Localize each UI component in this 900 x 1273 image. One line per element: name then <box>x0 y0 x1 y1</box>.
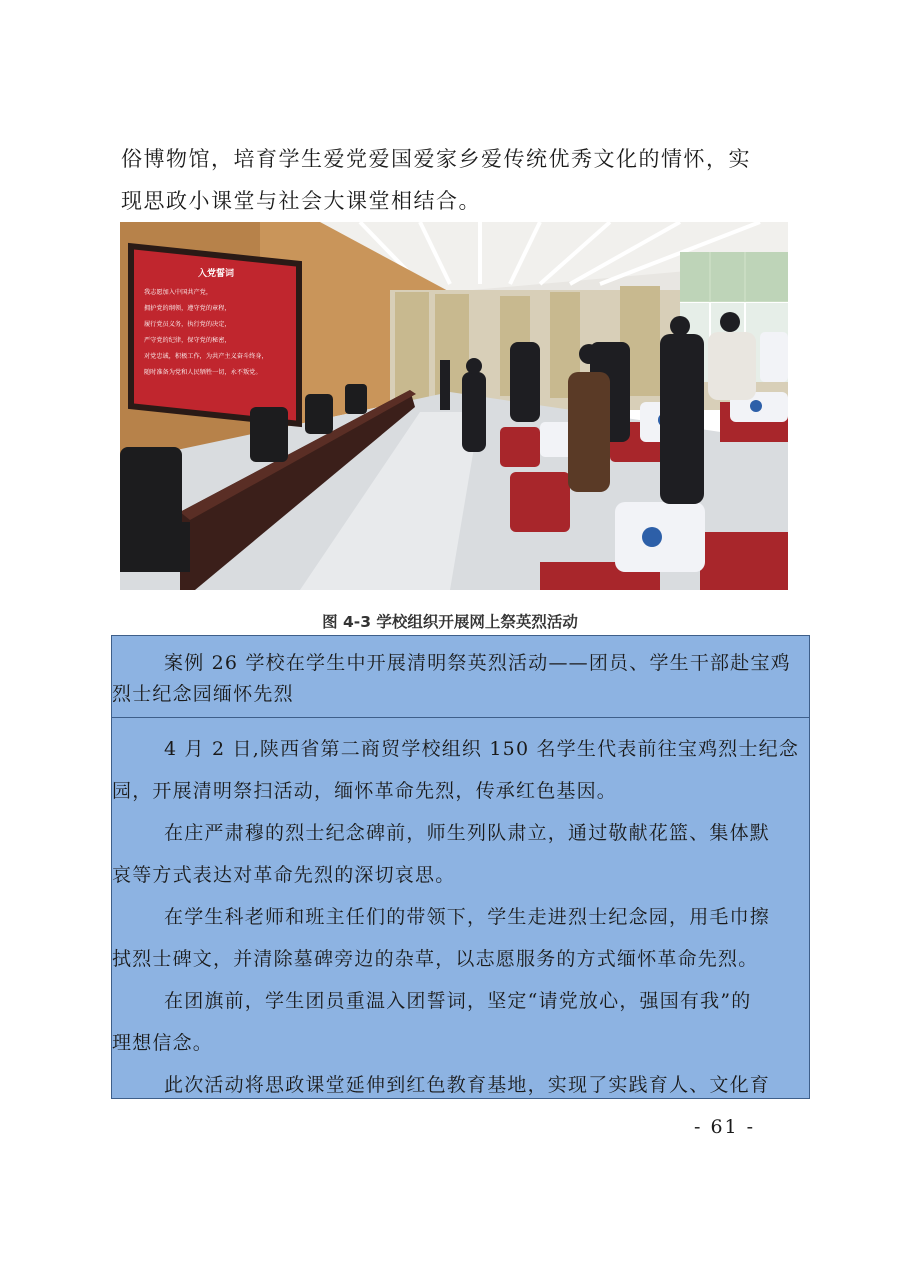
case-paragraph <box>112 896 809 980</box>
oath-screen <box>128 243 302 427</box>
screen-line: 严守党的纪律，保守党的秘密， <box>144 337 231 344</box>
paragraph-line: 拭烈士碑文，并清除墓碑旁边的杂草，以志愿服务的方式缅怀革命先烈。 <box>112 948 759 970</box>
case-paragraph <box>112 812 809 896</box>
intro-line: 现思政小课堂与社会大课堂相结合。 <box>121 189 481 213</box>
case-title-line: 烈士纪念园缅怀先烈 <box>112 683 294 705</box>
paragraph-line: 哀等方式表达对革命先烈的深切哀思。 <box>112 864 456 886</box>
page-number: - 61 - <box>694 1116 756 1138</box>
intro-line: 俗博物馆，培育学生爱党爱国爱家乡爱传统优秀文化的情怀，实 <box>121 147 751 171</box>
paragraph-line: 园，开展清明祭扫活动，缅怀革命先烈，传承红色基因。 <box>112 780 618 802</box>
paragraph-line: 4 月 2 日,陕西省第二商贸学校组织 150 名学生代表前往宝鸡烈士纪念 <box>164 738 800 760</box>
case-paragraph <box>112 1064 809 1106</box>
case-title <box>112 636 809 718</box>
case-title-line: 案例 26 学校在学生中开展清明祭英烈活动——团员、学生干部赴宝鸡 <box>164 652 791 674</box>
screen-title: 入党誓词 <box>197 268 235 278</box>
case-paragraph <box>112 980 809 1064</box>
screen-line: 随时准备为党和人民牺牲一切，永不叛党。 <box>144 369 262 376</box>
figure-caption: 图 4-3 学校组织开展网上祭英烈活动 <box>322 613 578 631</box>
paragraph-line: 此次活动将思政课堂延伸到红色教育基地，实现了实践育人、文化育 <box>164 1074 771 1096</box>
case-paragraph <box>112 728 809 812</box>
paragraph-line: 在学生科老师和班主任们的带领下，学生走进烈士纪念园，用毛巾擦 <box>164 906 771 928</box>
case-box <box>111 635 810 1099</box>
screen-line: 对党忠诚，积极工作，为共产主义奋斗终身， <box>144 353 268 360</box>
screen-line: 我志愿加入中国共产党， <box>144 289 213 296</box>
paragraph-line: 理想信念。 <box>112 1032 214 1054</box>
screen-line: 拥护党的纲领，遵守党的章程， <box>144 305 231 312</box>
case-body <box>112 728 809 1106</box>
screen-line: 履行党员义务，执行党的决定， <box>144 321 231 328</box>
intro-paragraph <box>121 138 801 222</box>
auditorium-photo <box>120 222 788 590</box>
paragraph-line: 在团旗前，学生团员重温入团誓词，坚定“请党放心，强国有我”的 <box>164 990 752 1012</box>
paragraph-line: 在庄严肃穆的烈士纪念碑前，师生列队肃立，通过敬献花篮、集体默 <box>164 822 771 844</box>
